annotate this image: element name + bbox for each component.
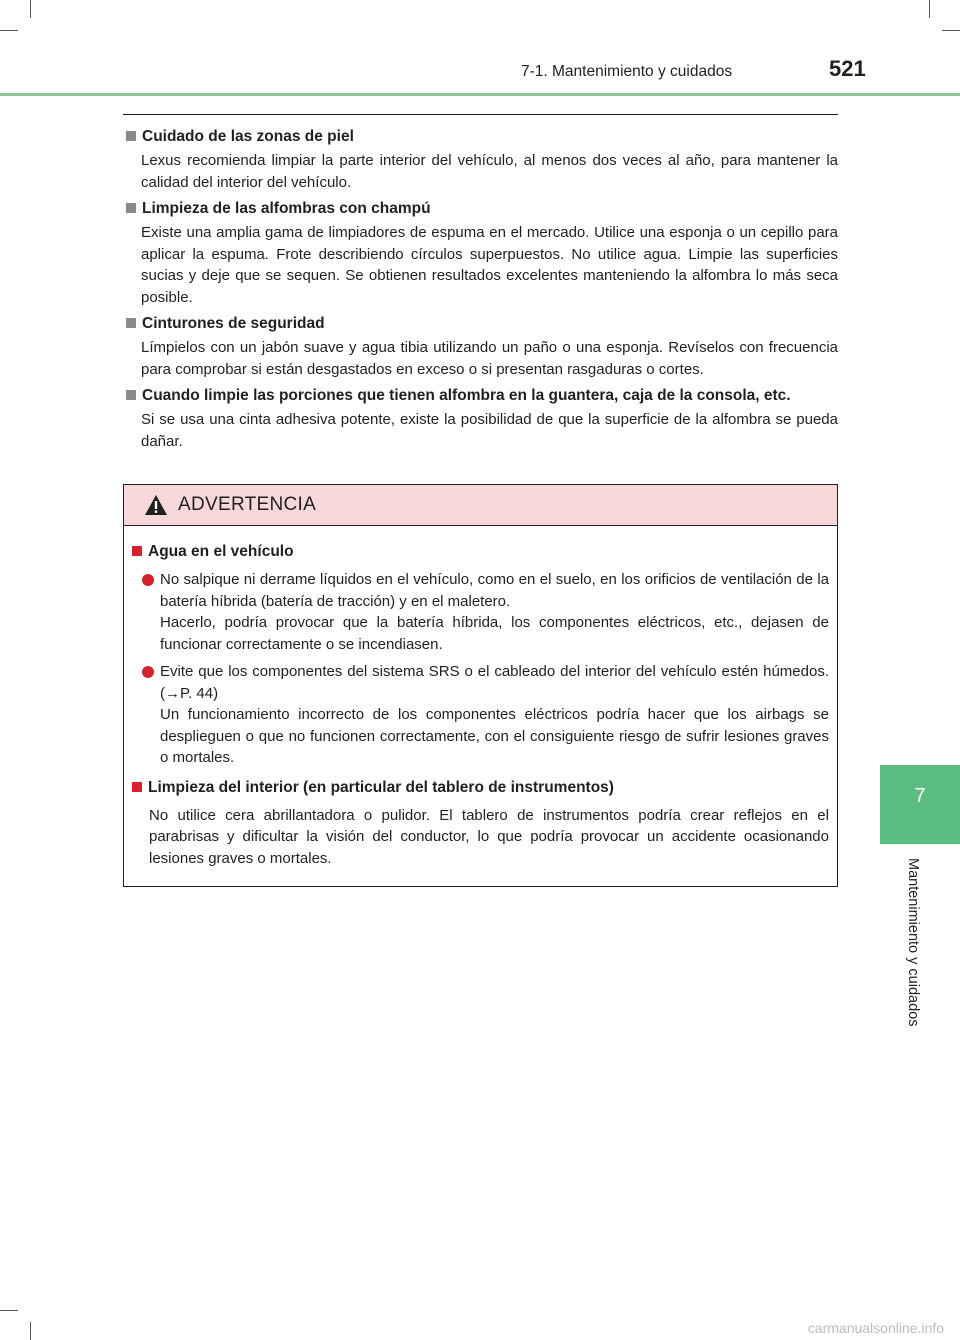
- section-heading: Cuando limpie las porciones que tienen alfombra en la guantera, caja de la consola, etc.: [123, 385, 838, 407]
- section-header: 7-1. Mantenimiento y cuidados: [521, 63, 733, 80]
- square-bullet-icon: [126, 318, 136, 328]
- warning-body: [124, 526, 837, 869]
- section: [123, 198, 838, 308]
- chapter-tab[interactable]: [880, 765, 960, 844]
- crop-mark: [0, 30, 18, 31]
- warning-section-heading: Agua en el vehículo: [132, 541, 829, 563]
- chapter-number: 7: [914, 785, 926, 807]
- crop-mark: [30, 1322, 31, 1340]
- square-bullet-icon: [126, 131, 136, 141]
- section: [123, 126, 838, 193]
- section-text: Existe una amplia gama de limpiadores de espuma en el mercado. Utilice una esponja o un cepillo para aplicar la espuma. Frote describiendo círculos superpuestos. No utilice agua. Limpie las superficies sucias y deje que se sequen. Se obtienen resultados excelentes manteniendo la alfombra lo más seca posible.: [141, 224, 838, 306]
- square-bullet-icon: [126, 390, 136, 400]
- square-bullet-icon: [126, 203, 136, 213]
- section-heading: Cinturones de seguridad: [123, 313, 838, 335]
- chapter-label: Mantenimiento y cuidados: [905, 858, 921, 1027]
- crop-mark: [929, 0, 930, 18]
- warning-section-heading: Limpieza del interior (en particular del tablero de instrumentos): [132, 777, 829, 799]
- warning-triangle-icon: [144, 494, 168, 516]
- header-rule: [0, 93, 960, 96]
- bullet-text: Hacerlo, podría provocar que la batería híbrida, los componentes eléctricos, etc., dejasen de funcionar correctamente o se incendiasen.: [160, 614, 829, 653]
- warning-box: [123, 484, 838, 887]
- warning-title: ADVERTENCIA: [178, 494, 317, 515]
- warning-section: [132, 777, 829, 870]
- warning-bullet: [142, 661, 829, 769]
- crop-mark: [942, 30, 960, 31]
- crop-mark: [30, 0, 31, 18]
- section-heading: Cuidado de las zonas de piel: [123, 126, 838, 148]
- content-rule: [123, 114, 838, 115]
- bullet-text: No salpique ni derrame líquidos en el vehículo, como en el suelo, en los orificios de ventilación de la batería híbrida (batería de tracción) y en el maletero.: [160, 571, 829, 610]
- bullet-text: Un funcionamiento incorrecto de los componentes eléctricos podría hacer que los airbags se desplieguen o que no funcionen correctamente, con el consiguiente riesgo de sufrir lesiones graves o mortales.: [160, 706, 829, 766]
- red-square-bullet-icon: [132, 782, 142, 792]
- crop-mark: [0, 1310, 18, 1311]
- page-number: 521: [829, 56, 866, 81]
- warning-text: No utilice cera abrillantadora o pulidor. El tablero de instrumentos podría crear reflejos en el parabrisas y dificultar la visión del conductor, lo que podría provocar un accidente ocasionando lesiones graves o mortales.: [149, 806, 829, 867]
- section-heading: Limpieza de las alfombras con champú: [123, 198, 838, 220]
- bullet-text: Evite que los componentes del sistema SRS o el cableado del interior del vehículo estén húmedos. (→P. 44): [160, 663, 829, 702]
- section-text: Si se usa una cinta adhesiva potente, existe la posibilidad de que la superficie de la alfombra se pueda dañar.: [141, 411, 838, 450]
- warning-bullet: [142, 569, 829, 655]
- red-dot-bullet-icon: [142, 574, 154, 586]
- warning-header: [124, 485, 837, 526]
- section: [123, 313, 838, 380]
- section: [123, 385, 838, 452]
- main-content: [123, 126, 838, 457]
- red-square-bullet-icon: [132, 546, 142, 556]
- red-dot-bullet-icon: [142, 666, 154, 678]
- footer-watermark: carmanualsonline.info: [807, 1320, 944, 1336]
- section-text: Límpielos con un jabón suave y agua tibia utilizando un paño o una esponja. Revíselos con frecuencia para comprobar si están desgastados en exceso o si presentan rasgaduras o cortes.: [141, 339, 838, 378]
- warning-section: [132, 541, 829, 769]
- section-text: Lexus recomienda limpiar la parte interior del vehículo, al menos dos veces al año, para mantener la calidad del interior del vehículo.: [141, 152, 838, 191]
